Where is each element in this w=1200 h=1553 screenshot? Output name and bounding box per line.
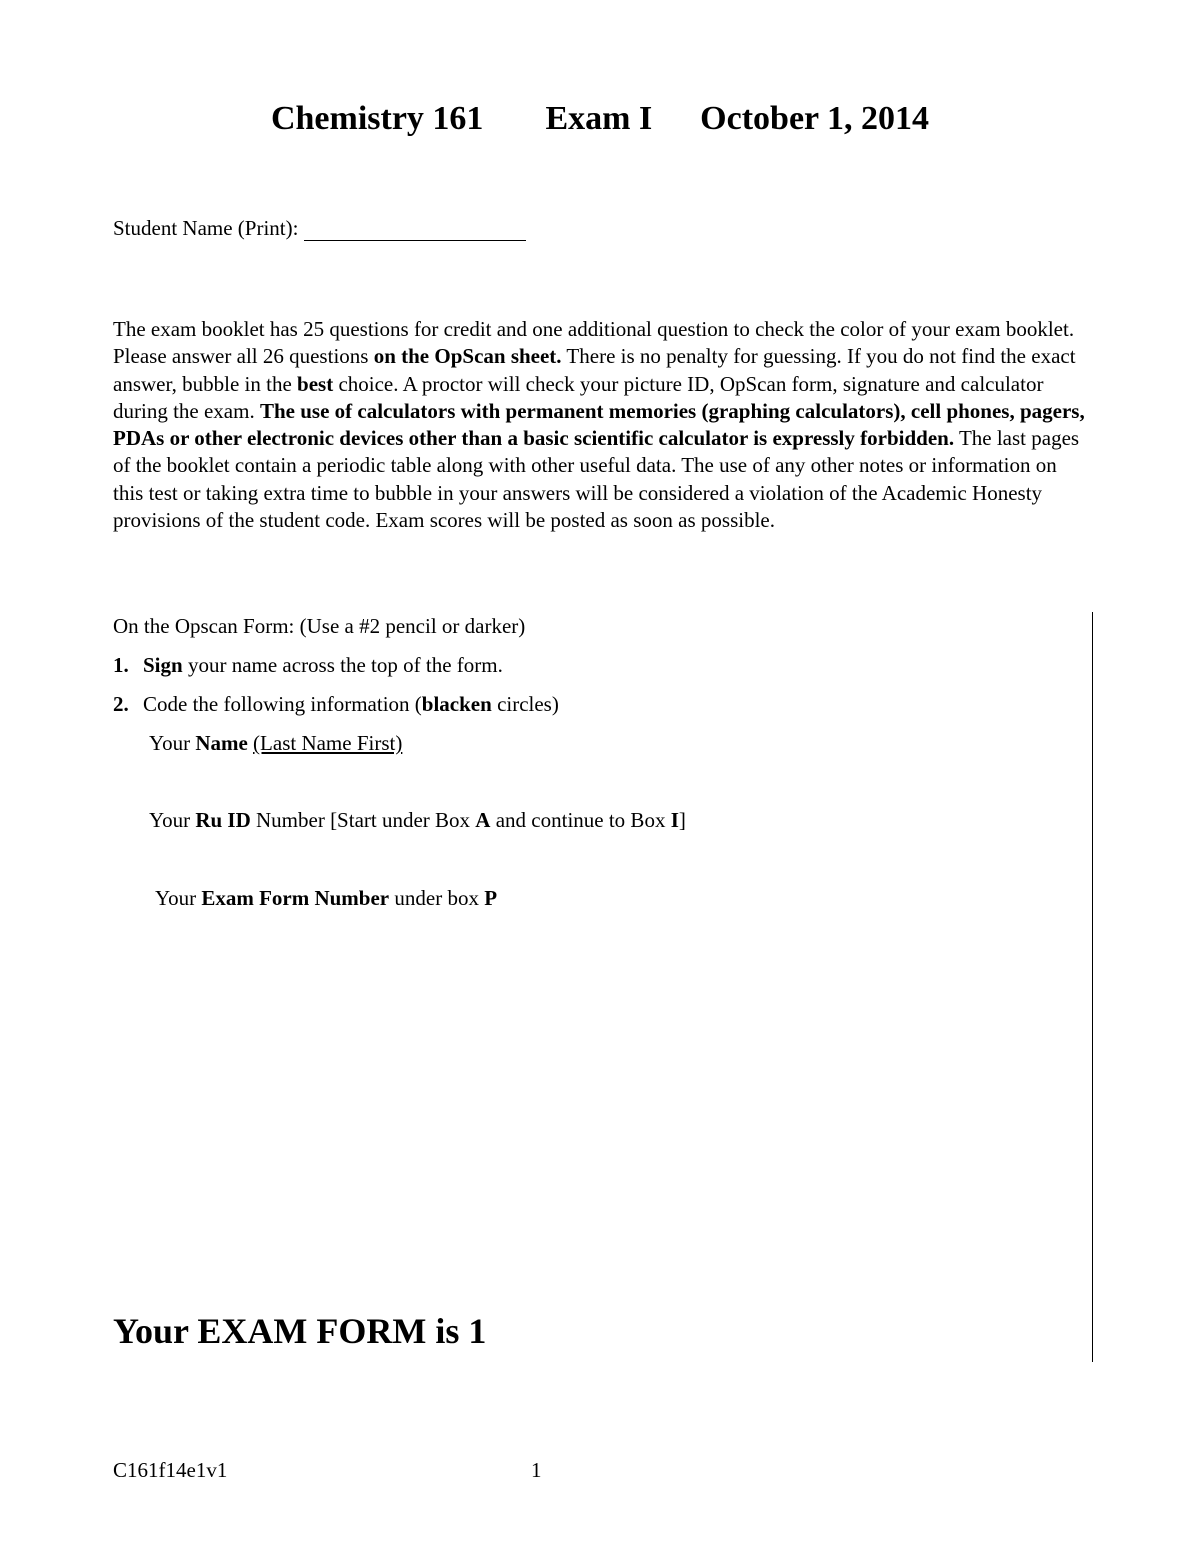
exam-form-box-p: P (484, 886, 498, 910)
ruid-text-d: ] (678, 808, 686, 832)
course-title: Chemistry 161 (270, 100, 484, 137)
exam-form-text-a: Your (155, 886, 202, 910)
ruid-text-c: and continue to Box (490, 808, 671, 832)
student-name-row (113, 216, 526, 241)
ruid-text-b: Number [Start under Box (250, 808, 476, 832)
step-1-number: 1. (113, 653, 129, 677)
exam-form-text-b: under box (389, 886, 485, 910)
page-title (0, 100, 1200, 138)
instructions-text-1: The exam booklet has 25 questions for credit and one additional question to check the color of your exam booklet. Please answer all 26 questions (113, 317, 1075, 369)
code-name-line (149, 731, 402, 756)
instructions-text-4: The last pages of the booklet contain a periodic table along with other useful data. The use of any other notes or information on this test or taking extra time to bubble in your answers will be considered a violation of the Academic Honesty provisions of the student code. Exam scores will be posted as soon as possible. (113, 426, 1080, 533)
student-name-label: Student Name (Print): (113, 216, 299, 240)
code-exam-form-line (155, 886, 497, 911)
ruid-bold: Ru ID (195, 808, 251, 832)
exam-date: October 1, 2014 (700, 100, 930, 137)
step-2-text-a: Code the following information ( (143, 692, 422, 716)
exam-form-bold: Exam Form Number (201, 886, 390, 910)
instructions-text-3: choice. A proctor will check your picture ID, OpScan form, signature and calculator during the exam. (113, 371, 1044, 423)
code-name-underlined: (Last Name First) (253, 731, 403, 755)
opscan-step-1 (113, 653, 503, 678)
step-1-bold: Sign (143, 653, 183, 677)
opscan-intro: On the Opscan Form: (Use a #2 pencil or darker) (113, 614, 526, 638)
instructions-paragraph (113, 316, 1088, 534)
instructions-bold-2: best (297, 371, 334, 396)
exam-form-statement: Your EXAM FORM is 1 (113, 1311, 487, 1351)
ruid-box-a: A (475, 808, 491, 832)
instructions-bold-1: on the OpScan sheet. (373, 344, 562, 369)
instructions-text-2: There is no penalty for guessing. If you do not find the exact answer, bubble in the (113, 344, 1076, 396)
code-name-text: Your (149, 731, 196, 755)
student-name-blank[interactable] (304, 218, 526, 241)
ruid-box-i: I (670, 808, 679, 832)
instructions-bold-3: The use of calculators with permanent memories (graphing calculators), cell phones, pagers, PDAs or other electronic devices other than a basic scientific calculator is expressly forbidden. (113, 398, 1085, 451)
vertical-rule (1092, 612, 1093, 1362)
step-2-text-b: circles) (491, 692, 559, 716)
page-number: 1 (531, 1458, 542, 1482)
step-1-text: your name across the top of the form. (182, 653, 503, 677)
exam-title: Exam I (545, 100, 653, 137)
ruid-text-a: Your (149, 808, 196, 832)
opscan-step-2 (113, 692, 559, 717)
code-ruid-line (149, 808, 686, 833)
step-2-number: 2. (113, 692, 129, 716)
footer-code: C161f14e1v1 (113, 1458, 228, 1482)
code-name-bold: Name (195, 731, 248, 755)
step-2-bold: blacken (421, 692, 492, 716)
